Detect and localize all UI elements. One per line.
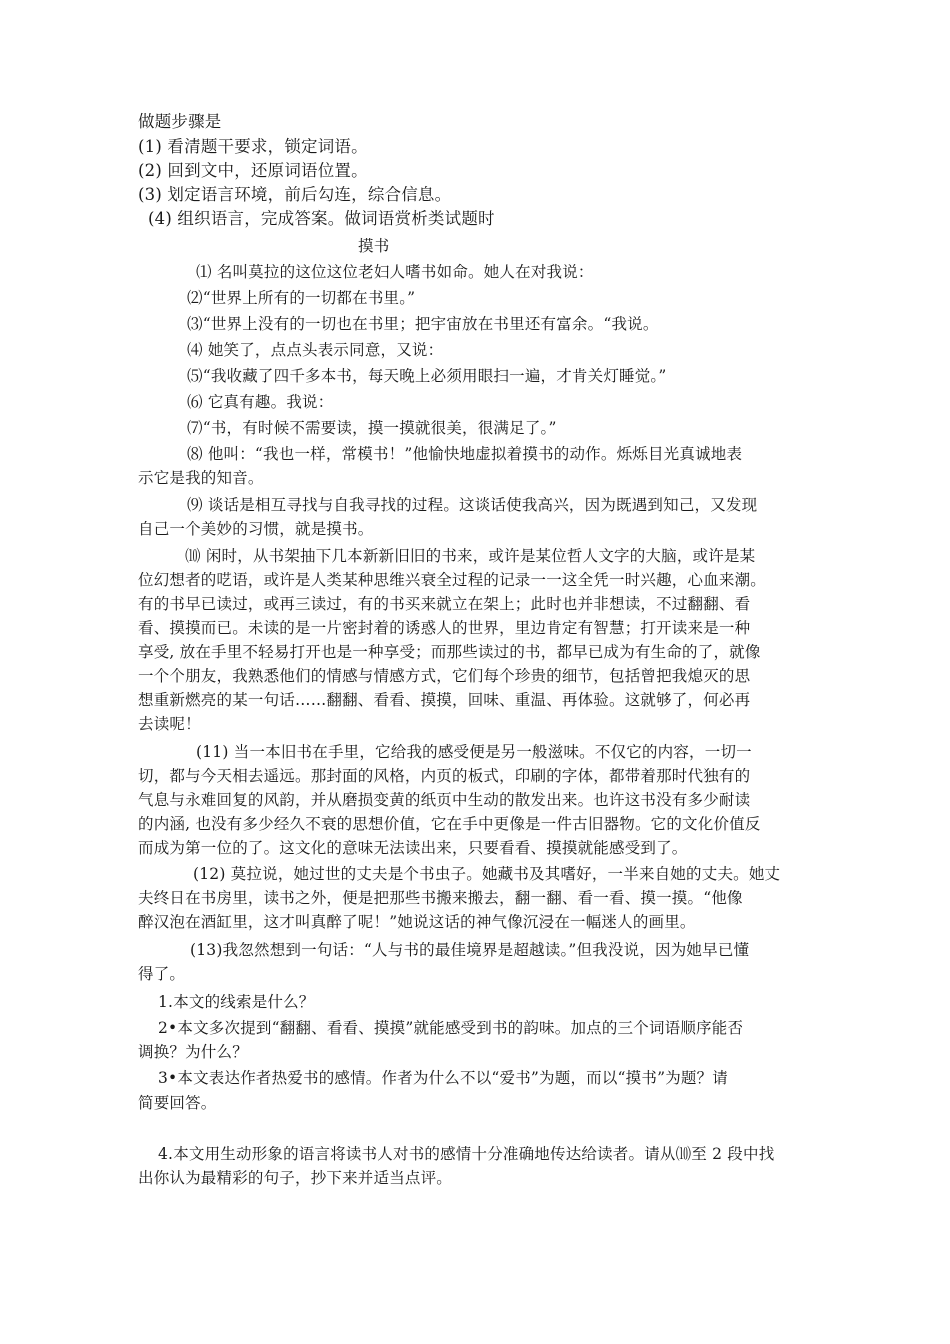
steps-heading: 做题步骤是 xyxy=(138,112,222,131)
paragraph-line: 而成为第一位的了。这文化的意味无法读出来，只要看看、摸摸就能感受到了。 xyxy=(138,839,688,857)
question-line: 2•本文多次提到“翻翻、看看、摸摸”就能感受到书的韵味。加点的三个词语顺序能否 xyxy=(158,1019,744,1037)
paragraph-line: 的内涵, 也没有多少经久不衰的思想价值，它在手中更像是一件古旧器物。它的文化价值反 xyxy=(138,815,761,833)
paragraph-line: ⑶“世界上没有的一切也在书里；把宇宙放在书里还有富余。“我说。 xyxy=(187,315,659,333)
paragraph-line: 看、摸摸而已。未读的是一片密封着的诱惑人的世界，里边肯定有智慧；打开读来是一种 xyxy=(138,619,751,637)
paragraph-line: ⑻ 他叫：“我也一样，常模书！”他愉快地虚拟着摸书的动作。烁烁目光真诚地表 xyxy=(187,445,743,463)
paragraph-line: ⑹ 它真有趣。我说： xyxy=(187,393,334,411)
paragraph-line: (11) 当一本旧书在手里，它给我的感受便是另一般滋味。不仅它的内容，一切一 xyxy=(196,743,752,761)
step-item: (1) 看清题干要求，锁定词语。 xyxy=(138,137,368,156)
question-line: 4.本文用生动形象的语言将读书人对书的感情十分准确地传达给读者。请从⑽至 2 段中找 xyxy=(158,1145,775,1163)
question-line: 3•本文表达作者热爱书的感情。作者为什么不以“爱书”为题，而以“摸书”为题？请 xyxy=(158,1069,729,1087)
paragraph-line: ⑽ 闲时，从书架抽下几本新新旧旧的书来，或许是某位哲人文字的大脑，或许是某 xyxy=(185,547,756,565)
paragraph-line: (13)我忽然想到一句话：“人与书的最佳境界是超越读。”但我没说，因为她早已懂 xyxy=(190,941,750,959)
paragraph-line: ⑷ 她笑了，点点头表示同意，又说： xyxy=(187,341,444,359)
paragraph-line: 得了。 xyxy=(138,965,186,983)
question-line: 出你认为最精彩的句子，抄下来并适当点评。 xyxy=(138,1169,453,1187)
paragraph-line: 自己一个美妙的习惯，就是摸书。 xyxy=(138,520,374,538)
step-item: (3) 划定语言环境，前后勾连，综合信息。 xyxy=(138,185,452,204)
paragraph-line: ⑸“我收藏了四千多本书，每天晚上必须用眼扫一遍，才肯关灯睡觉。” xyxy=(187,367,667,385)
question-line: 简要回答。 xyxy=(138,1094,217,1112)
paragraph-line: (12) 莫拉说，她过世的丈夫是个书虫子。她藏书及其嗜好，一半来自她的丈夫。她丈 xyxy=(193,865,781,883)
paragraph-line: 位幻想者的呓语，或许是人类某种思维兴衰全过程的记录一一这全凭一时兴趣，心血来潮。 xyxy=(138,571,767,589)
paragraph-line: 享受, 放在手里不轻易打开也是一种享受；而那些读过的书，都早已成为有生命的了，就像 xyxy=(138,643,761,661)
question-line: 1.本文的线索是什么？ xyxy=(158,993,315,1011)
paragraph-line: 有的书早已读过，或再三读过，有的书买来就立在架上；此时也并非想读，不过翻翻、看 xyxy=(138,595,751,613)
paragraph-line: 气息与永难回复的风韵，并从磨损变黄的纸页中生动的散发出来。也许这书没有多少耐读 xyxy=(138,791,751,809)
paragraph-line: 想重新燃亮的某一句话……翻翻、看看、摸摸，回味、重温、再体验。这就够了，何必再 xyxy=(138,691,751,709)
paragraph-line: 醉汉泡在酒缸里，这才叫真醉了呢！”她说这话的神气像沉浸在一幅迷人的画里。 xyxy=(138,913,696,931)
step-item: (4) 组织语言，完成答案。做词语赏析类试题时 xyxy=(148,209,495,228)
paragraph-line: 夫终日在书房里，读书之外，便是把那些书搬来搬去，翻一翻、看一看、摸一摸。“他像 xyxy=(138,889,743,907)
paragraph-line: 示它是我的知音。 xyxy=(138,469,264,487)
paragraph-line: 一个个朋友，我熟悉他们的情感与情感方式，它们每个珍贵的细节，包括曾把我熄灭的思 xyxy=(138,667,751,685)
article-title: 摸书 xyxy=(358,237,390,255)
paragraph-line: ⑵“世界上所有的一切都在书里。” xyxy=(187,289,416,307)
question-line: 调换？为什么？ xyxy=(138,1043,248,1061)
paragraph-line: 去读呢！ xyxy=(138,715,201,733)
paragraph-line: 切，都与今天相去遥远。那封面的风格，内页的板式，印刷的字体，都带着那时代独有的 xyxy=(138,767,751,785)
paragraph-line: ⑺“书，有时候不需要读，摸一摸就很美，很满足了。” xyxy=(187,419,557,437)
paragraph-line: ⑼ 谈话是相互寻找与自我寻找的过程。这谈话使我高兴，因为既遇到知己，又发现 xyxy=(187,496,758,514)
step-item: (2) 回到文中，还原词语位置。 xyxy=(138,161,368,180)
paragraph-line: ⑴ 名叫莫拉的这位这位老妇人嗜书如命。她人在对我说： xyxy=(196,263,594,281)
